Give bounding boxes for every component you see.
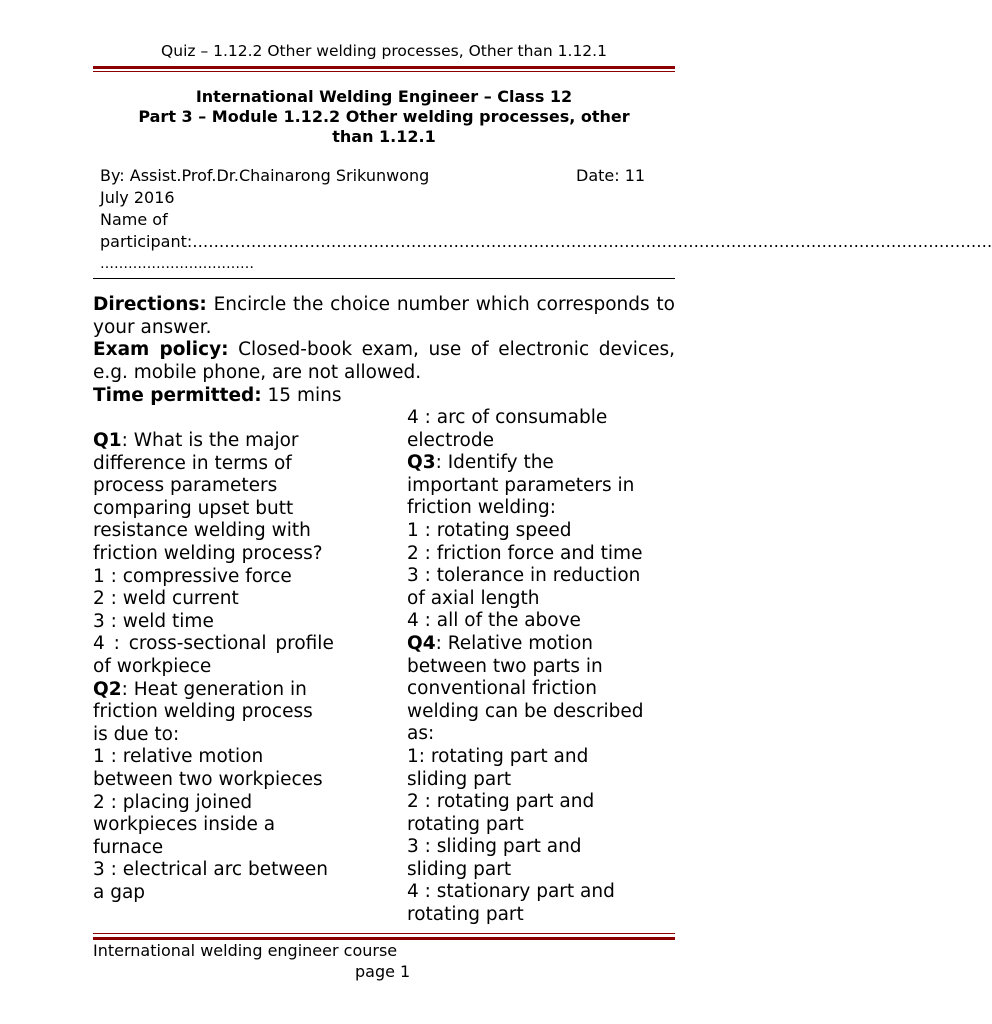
directions-text: Encircle the choice number which corresponds to your answer. (93, 294, 675, 338)
header-rule-thin (93, 71, 675, 72)
q1-text-line: : What is the major (121, 430, 299, 451)
q4-option-3-continued[interactable]: sliding part (407, 858, 512, 880)
q4-text-line: between two parts in (407, 655, 603, 677)
q1-text-line: process parameters (93, 475, 278, 497)
q3-option-1[interactable]: 1 : rotating speed (407, 519, 572, 541)
q1-option-3[interactable]: 3 : weld time (93, 610, 214, 632)
exam-policy (93, 339, 675, 384)
q3-text-line: friction welding: (407, 497, 556, 519)
q2-option-2-continued[interactable]: workpieces inside a (93, 814, 276, 836)
q3-option-2[interactable]: 2 : friction force and time (407, 542, 643, 564)
q4-text-line: as: (407, 723, 435, 745)
policy-text: Closed-book exam, use of electronic devices, e.g. mobile phone, are not allowed. (93, 339, 675, 383)
q4-text-line: conventional friction (407, 678, 597, 700)
q3-heading (407, 452, 677, 475)
q2-text-line: : Heat generation in (121, 678, 307, 700)
left-column (93, 430, 383, 904)
author: By: Assist.Prof.Dr.Chainarong Srikunwong (100, 166, 430, 185)
header-rule-thick (93, 66, 675, 69)
footer-rule-thin (93, 933, 675, 934)
time-label: Time permitted: (93, 385, 262, 406)
page-number: page 1 (355, 962, 411, 981)
time-permitted (93, 385, 675, 408)
q3-option-4[interactable]: 4 : all of the above (407, 610, 581, 632)
q2-option-2-continued[interactable]: furnace (93, 836, 164, 858)
q2-heading (93, 679, 383, 702)
q1-option-4-continued[interactable]: of workpiece (93, 655, 212, 677)
document-title (93, 87, 675, 147)
q2-option-4[interactable]: 4 : arc of consumable (407, 407, 608, 428)
q4-option-4-continued[interactable]: rotating part (407, 904, 524, 926)
q2-option-1[interactable]: 1 : relative motion (93, 746, 264, 768)
q3-text-line: : Identify the (435, 452, 554, 474)
q4-text-line: : Relative motion (435, 632, 593, 654)
q4-option-1-continued[interactable]: sliding part (407, 768, 512, 790)
title-line-2: Part 3 – Module 1.12.2 Other welding processes, other (138, 107, 630, 126)
q4-option-1[interactable]: 1: rotating part and (407, 745, 589, 767)
q4-option-4[interactable]: 4 : stationary part and (407, 881, 615, 903)
q4-heading (407, 633, 677, 656)
q2-label: Q2 (93, 678, 122, 700)
q1-option-1[interactable]: 1 : compressive force (93, 565, 292, 587)
time-value: 15 mins (261, 385, 342, 406)
q4-option-2-continued[interactable]: rotating part (407, 813, 524, 835)
q3-option-3[interactable]: 3 : tolerance in reduction (407, 565, 641, 587)
meta-block (100, 165, 992, 275)
q1-label: Q1 (93, 430, 122, 451)
q1-text-line: resistance welding with (93, 520, 311, 542)
q2-option-3-continued[interactable]: a gap (93, 881, 146, 903)
q3-text-line: important parameters in (407, 474, 635, 496)
directions (93, 294, 675, 339)
date-label: Date: 11 (576, 166, 646, 185)
q4-option-2[interactable]: 2 : rotating part and (407, 791, 595, 813)
q2-text-line: friction welding process (93, 701, 313, 723)
right-column (407, 407, 677, 927)
date-continued: July 2016 (100, 188, 175, 207)
q4-option-3[interactable]: 3 : sliding part and (407, 836, 582, 858)
page-header: Quiz – 1.12.2 Other welding processes, Other than 1.12.1 (161, 42, 607, 60)
footer-course: International welding engineer course (93, 941, 398, 960)
policy-label: Exam policy: (93, 339, 229, 360)
q1-option-4[interactable]: 4 : cross-sectional profile (93, 633, 334, 655)
q1-heading (93, 430, 383, 453)
q2-option-2[interactable]: 2 : placing joined (93, 791, 253, 813)
participant-field-continued[interactable]: …………………………… (100, 256, 254, 272)
name-label: Name of (100, 210, 168, 229)
q2-option-3[interactable]: 3 : electrical arc between (93, 859, 328, 881)
q1-option-2[interactable]: 2 : weld current (93, 588, 239, 610)
directions-label: Directions: (93, 294, 207, 315)
q1-text-line: comparing upset butt (93, 497, 294, 519)
participant-field[interactable]: participant:…………………………………………………………………………………………………………………………………… (100, 232, 992, 251)
meta-divider (93, 278, 675, 279)
q1-text-line: friction welding process? (93, 542, 323, 564)
q1-text-line: difference in terms of (93, 452, 292, 474)
q2-option-1-continued[interactable]: between two workpieces (93, 768, 323, 790)
q4-text-line: welding can be described (407, 700, 644, 722)
q3-option-3-continued[interactable]: of axial length (407, 587, 540, 609)
q2-option-4-continued[interactable]: electrode (407, 429, 494, 451)
q3-label: Q3 (407, 452, 436, 474)
title-line-1: International Welding Engineer – Class 12 (195, 87, 573, 106)
q4-label: Q4 (407, 632, 436, 654)
q2-text-line: is due to: (93, 723, 180, 745)
title-line-3: than 1.12.1 (332, 127, 436, 146)
